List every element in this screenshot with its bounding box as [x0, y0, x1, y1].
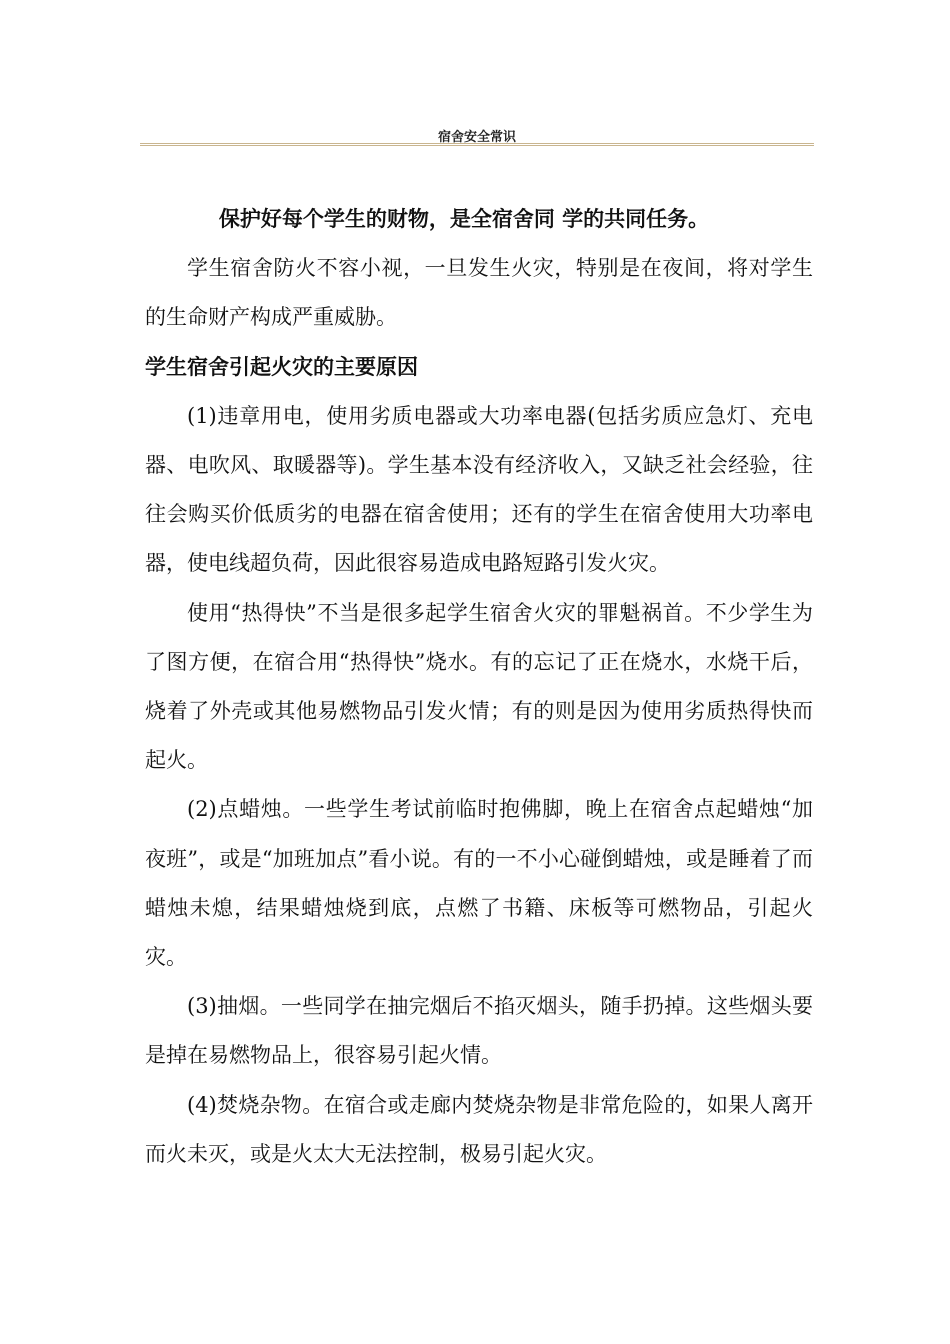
lead-statement: 保护好每个学生的财物，是全宿舍同 学的共同任务。 [218, 207, 710, 231]
cause-paragraph-water-heater: 使用“热得快”不当是很多起学生宿舍火灾的罪魁祸首。不少学生为了图方便，在宿合用“热得快”烧水。有的忘记了正在烧水，水烧干后，烧着了外壳或其他易燃物品引发火情；有的则是因为使用劣质热得快而起火。 [145, 600, 813, 773]
cause-paragraph-burning: (4)焚烧杂物。在宿合或走廊内焚烧杂物是非常危险的，如果人离开而火未灭，或是火太大无法控制，极易引起火灾。 [145, 1092, 813, 1166]
cause-paragraph-smoking: (3)抽烟。一些同学在抽完烟后不掐灭烟头，随手扔掉。这些烟头要是掉在易燃物品上，很容易引起火情。 [145, 994, 813, 1068]
header-divider [140, 143, 814, 146]
section-heading: 学生宿舍引起火灾的主要原因 [145, 354, 418, 379]
page-header-title: 宿舍安全常识 [437, 130, 516, 145]
cause-paragraph-electricity: (1)违章用电，使用劣质电器或大功率电器(包括劣质应急灯、充电器、电吹风、取暖器等)。学生基本没有经济收入，又缺乏社会经验，往往会购买价低质劣的电器在宿舍使用；还有的学生在宿舍使用大功率电器，使电线超负荷，因此很容易造成电路短路引发火灾。 [145, 403, 813, 576]
document-body [145, 195, 813, 1179]
cause-paragraph-candles: (2)点蜡烛。一些学生考试前临时抱佛脚，晚上在宿舍点起蜡烛“加夜班”，或是“加班加点”看小说。有的一不小心碰倒蜡烛，或是睡着了而蜡烛未熄，结果蜡烛烧到底，点燃了书籍、床板等可燃物品，引起火灾。 [145, 797, 813, 970]
intro-paragraph: 学生宿舍防火不容小视，一旦发生火灾，特别是在夜间，将对学生的生命财产构成严重威胁。 [145, 256, 813, 330]
